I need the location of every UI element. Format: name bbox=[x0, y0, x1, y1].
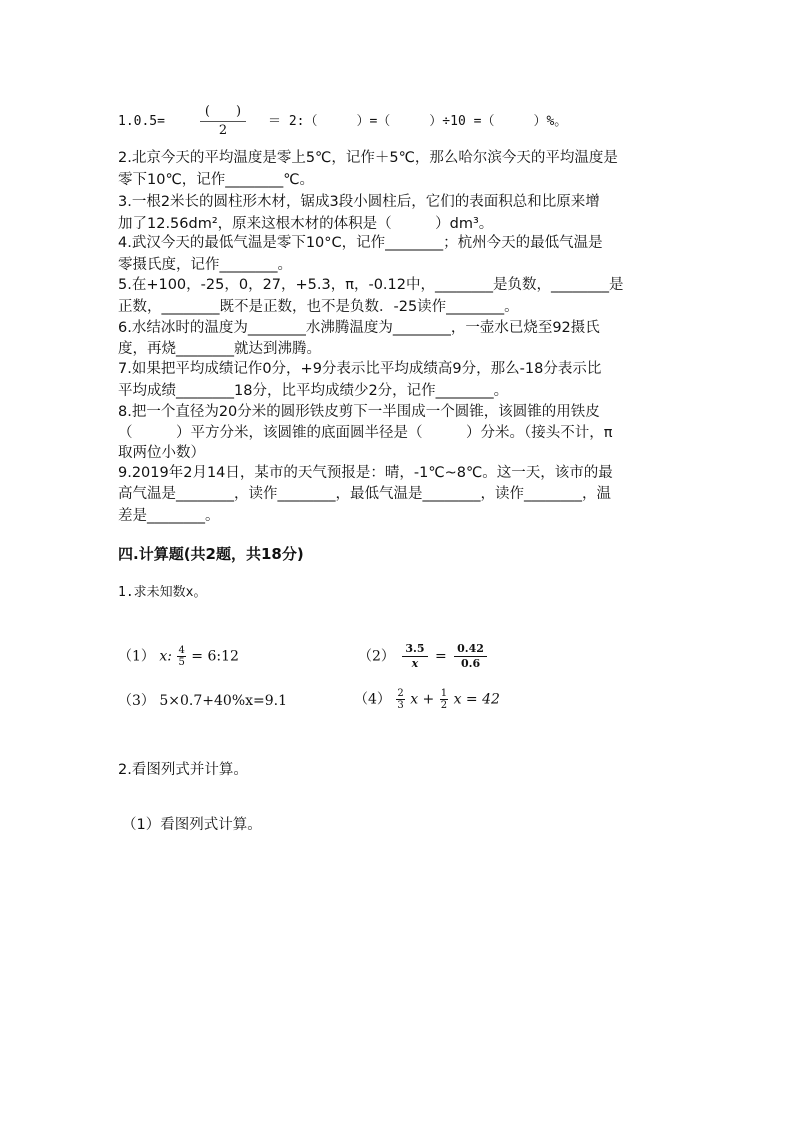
equation-1-left: x: bbox=[159, 648, 172, 665]
equation-4-term2: x = 42 bbox=[453, 691, 500, 708]
equation-2-left-fraction bbox=[402, 642, 427, 671]
equation-3-text: 5×0.7+40%x=9.1 bbox=[159, 693, 288, 709]
fill-line: 度，再烧________就达到沸腾。 bbox=[118, 341, 321, 357]
q1-instruction: 1.求未知数x。 bbox=[118, 585, 207, 600]
equation-4-fraction-b bbox=[440, 688, 448, 711]
fraction-denominator: x bbox=[411, 657, 419, 670]
fraction-denominator: 3 bbox=[397, 700, 404, 711]
equation-4 bbox=[354, 688, 500, 711]
fraction-denominator: 5 bbox=[178, 657, 185, 668]
equation-2 bbox=[358, 642, 490, 671]
fraction-numerator: 1 bbox=[440, 688, 448, 699]
fraction-numerator: 3.5 bbox=[402, 642, 427, 657]
q1-fraction-numerator: ( ) bbox=[204, 104, 242, 119]
equation-2-right-fraction bbox=[454, 642, 487, 671]
fill-line: （ ）平方分米，该圆锥的底面圆半径是（ ）分米。（接头不计，π bbox=[118, 425, 613, 441]
q2-sub-instruction: （1）看图列式计算。 bbox=[122, 817, 262, 833]
fill-line: 高气温是________，读作________，最低气温是________，读作________，温 bbox=[118, 486, 611, 502]
equation-4-term1: x + bbox=[410, 691, 435, 708]
fill-line: 6.水结冰时的温度为________水沸腾温度为________，一壶水已烧至92摄氏 bbox=[118, 320, 600, 336]
equation-2-equals: = bbox=[434, 648, 447, 665]
q1-rest: ＝ 2:（ ）=（ ）÷10 =（ ）%。 bbox=[268, 114, 568, 129]
fill-line: 正数，________既不是正数，也不是负数．-25读作________。 bbox=[118, 299, 519, 315]
fill-line: 9.2019年2月14日，某市的天气预报是：晴，-1℃~8℃。这一天，该市的最 bbox=[118, 465, 613, 481]
equation-3 bbox=[118, 690, 287, 710]
fill-line: 零摄氏度，记作________。 bbox=[118, 257, 292, 273]
q1-fraction-bar bbox=[200, 121, 246, 122]
q1-fraction bbox=[200, 104, 246, 139]
fill-line: 加了12.56dm²，原来这根木材的体积是（ ）dm³。 bbox=[118, 216, 494, 232]
equation-2-label: （2） bbox=[358, 648, 395, 665]
q2-instruction: 2.看图列式并计算。 bbox=[118, 762, 248, 778]
fraction-numerator: 0.42 bbox=[454, 642, 487, 657]
equation-1-label: （1） bbox=[118, 648, 155, 665]
fill-line: 3.一根2米长的圆柱形木材，锯成3段小圆柱后，它们的表面积总和比原来增 bbox=[118, 194, 600, 210]
fraction-numerator: 4 bbox=[178, 645, 185, 656]
fill-line: 零下10℃，记作________℃。 bbox=[118, 172, 315, 188]
fill-line: 7.如果把平均成绩记作0分，+9分表示比平均成绩高9分，那么-18分表示比 bbox=[118, 361, 602, 377]
fill-line: 4.武汉今天的最低气温是零下10°C，记作________；杭州今天的最低气温是 bbox=[118, 235, 603, 251]
fraction-denominator: 0.6 bbox=[460, 657, 481, 670]
equation-4-label: （4） bbox=[354, 691, 391, 708]
section-title: 四.计算题(共2题，共18分) bbox=[118, 545, 304, 563]
equation-3-label: （3） bbox=[118, 693, 155, 709]
fill-line: 取两位小数） bbox=[118, 445, 205, 461]
fill-line: 差是________。 bbox=[118, 508, 220, 524]
equation-1-right: = 6:12 bbox=[191, 648, 239, 665]
equation-1 bbox=[118, 645, 239, 668]
q1-fraction-denominator: 2 bbox=[218, 123, 228, 138]
fill-line: 平均成绩________18分，比平均成绩少2分，记作________。 bbox=[118, 383, 509, 399]
equation-4-fraction-a bbox=[396, 688, 404, 711]
fraction-numerator: 2 bbox=[397, 688, 404, 699]
fill-line: 2.北京今天的平均温度是零上5℃，记作＋5℃，那么哈尔滨今天的平均温度是 bbox=[118, 150, 618, 166]
fraction-denominator: 2 bbox=[440, 700, 448, 711]
equation-1-fraction bbox=[177, 645, 185, 668]
q1-prefix: 1.0.5= bbox=[118, 114, 165, 129]
fill-line: 5.在+100，-25，0，27，+5.3，π，-0.12中，________是负数，________是 bbox=[118, 277, 624, 293]
fill-line: 8.把一个直径为20分米的圆形铁皮剪下一半围成一个圆锥，该圆锥的用铁皮 bbox=[118, 404, 600, 420]
